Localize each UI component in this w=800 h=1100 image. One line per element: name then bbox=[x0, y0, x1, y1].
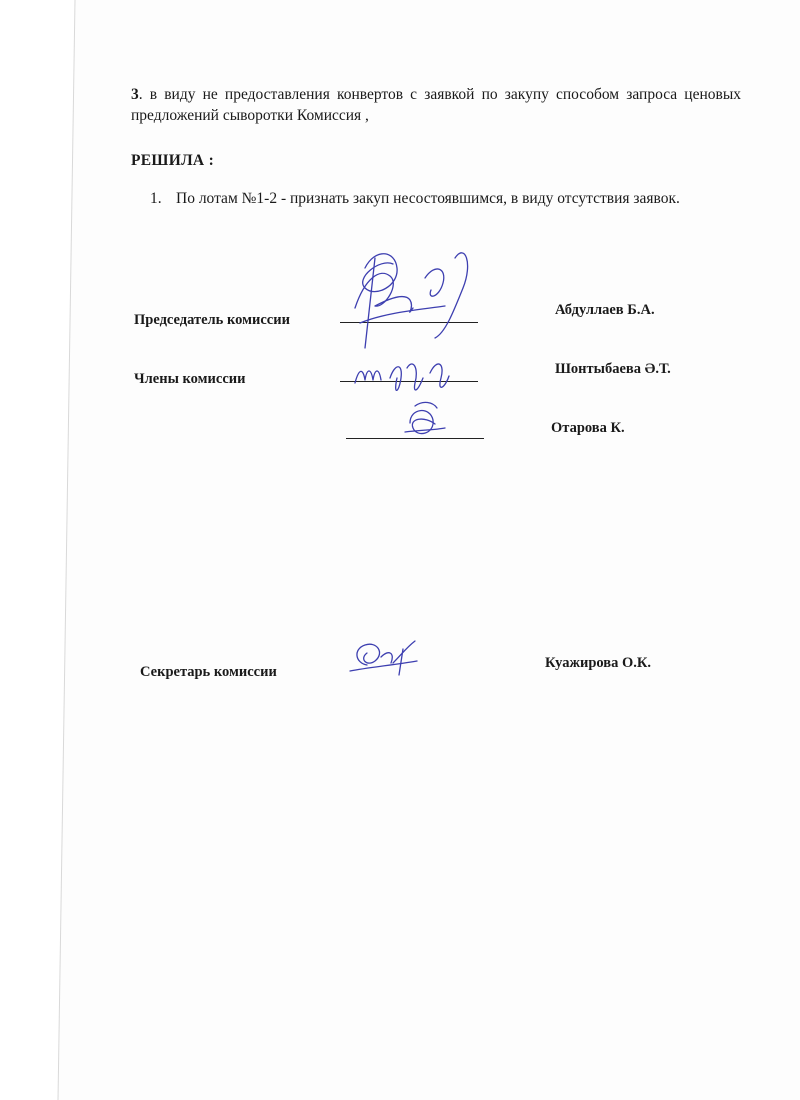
member2-name: Отарова К. bbox=[551, 420, 625, 436]
decision-item bbox=[150, 190, 750, 208]
decision-item-text: По лотам №1-2 - признать закуп несостоявшимся, в виду отсутствия заявок. bbox=[176, 190, 680, 207]
secretary-signature bbox=[345, 635, 425, 685]
decision-item-marker: 1. bbox=[150, 190, 162, 207]
secretary-role: Секретарь комиссии bbox=[140, 664, 277, 680]
decision-paragraph bbox=[131, 84, 741, 126]
member2-signature bbox=[395, 398, 455, 443]
paragraph-number: 3 bbox=[131, 86, 139, 103]
member1-signature bbox=[345, 348, 475, 398]
decided-heading: РЕШИЛА : bbox=[131, 152, 215, 169]
paragraph-text: . в виду не предоставления конвертов с заявкой по закупу способом запроса ценовых предложений сыворотки Комиссия , bbox=[131, 86, 741, 124]
member1-name: Шонтыбаева Ә.Т. bbox=[555, 361, 671, 377]
chairman-name: Абдуллаев Б.А. bbox=[555, 302, 655, 318]
members-role: Члены комиссии bbox=[134, 371, 246, 387]
secretary-name: Куажирова О.К. bbox=[545, 655, 652, 671]
chairman-role: Председатель комиссии bbox=[134, 312, 290, 328]
